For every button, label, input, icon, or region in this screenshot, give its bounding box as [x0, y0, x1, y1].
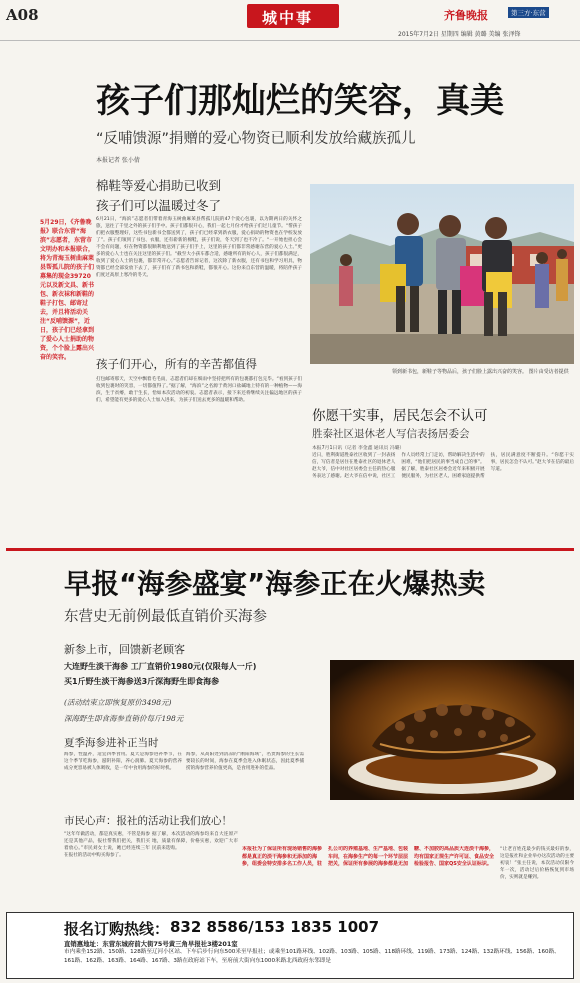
story1-byline: 本报记者 张小倩 [96, 157, 140, 164]
header-divider [0, 40, 580, 41]
sea-cucumber-dish-illustration [330, 660, 574, 800]
bus-directions: 市内乘坐152路、150路、128路至辽河小区站、下车后步行向东500米至早报社；或乘坐101路环线、102路、103路、105路、118路环线、119路、173路、124路、132路环线、156路、160路、161路、162路、163路、164路、167路、3路在政府站下车，至府前大街向东1000米路北西政府东邻即是 [64, 949, 560, 964]
offer-line-2: 买1斤野生淡干海参送3斤深海野生即食海参 [64, 677, 220, 686]
story1-body-2: 打包邮寄那天，天空中飘着毛毛雨，志愿者们却在细雨中坚持把所有的包裹都打包完毕。“看到孩子们收到包裹时的笑容，一切都值得了。”据了解，“海滨”之名源于黄河口盐碱地上特有的一种植物——海滨，生于贫瘠，敢于生长，恰如本次活动的初衷。志愿者表示，接下来还将继续关注偏远地区的孩子们，希望能有更多的爱心人士加入进来，为孩子们送去更多的温暖和帮助。 [96, 377, 302, 403]
story3-body-e: “让老百姓花最少的钱买最好的参，这是报社和企业举办这次活动的主要初衷！”张主任说，本次活动仅限今年一次，活动过后价格恢复到市场价，实则就是赚到。 [500, 847, 574, 880]
story3-section-1: 新参上市，回馈新老顾客 [64, 643, 185, 656]
offer-line-3: (活动结束立即恢复原价3498元) [64, 698, 172, 707]
sales-address: 直销惠地址：东营东城府前大街75号黄三角早报社3楼201室 [64, 940, 238, 948]
story3-body-c: “这年年做活动，都是真实惠，不管是海参还是其他产品，报社帮我们把关，我们买着放心。”市民刘女士说，她已经连续三年在报社的活动中购买海参了。 [64, 832, 150, 858]
sea-cucumber-photo [330, 660, 574, 800]
story2-byline: 本报7月1日讯（记者 李金鑫 通讯员 冯璐） [312, 446, 405, 451]
story1-subtitle-2: 孩子们可以温暖过冬了 [96, 198, 222, 213]
story3-body-b: 海参，从高阳处到清凉的“刚阳海域”，名贵海参的生长需要较长的时间，海参在夏季会进入休眠状态，因此夏季捕捞的海参营养价值更高，是食用进补的佳品。 [186, 752, 304, 771]
story1-headline: 孩子们那灿烂的笑容，真美 [96, 81, 504, 121]
story2-headline: 你愿干实事，居民怎会不认可 [312, 408, 488, 424]
photo-caption: 领到新书包，新鞋子等物品后，孩子们脸上露出兴奋的笑容。 图片由受访者提供 [392, 369, 569, 375]
section-title: 城中事 [262, 9, 314, 27]
children-photo-illustration [310, 184, 574, 364]
story3-body-a: 海参，性温补，适宜四季食用。夏天是海参进补季节，在这个季节吃海参，滋阴补阳，养心润肺。夏天海参的营养成分更容易被人体吸收，是一年中食用海参的好时机。 [64, 752, 182, 771]
page-header [0, 0, 580, 46]
story1-lead: 5月29日，《齐鲁晚报》联合东营“海滨”志愿者，东营市文明办和本报联合，将为青海玉树曲麻莱县帮孤儿院的孩子们募集的现金39720元以及新文具、新书包、新衣袜和新鞋的鞋子打包、邮寄过去，并且将活动关注“反哺馈源”，近日，孩子们已经拿到了爱心人士捐助的物资，个个脸上露出兴奋的笑容。 [40, 219, 95, 361]
section-divider [6, 548, 574, 551]
offer-line-1: 大连野生淡干海参 工厂直销价1980元(仅限每人一斤) [64, 662, 257, 671]
story3-subhead: 东营史无前例最低直销价买海参 [64, 609, 267, 625]
story1-photo [310, 184, 574, 364]
story2-body: 近日，胜利街道胜泰社区收到了一封表扬信，写信者是居住在胜泰社区的退休老人赵大爷，信中对社区居委会主任的热心服务表达了感谢。赵大爷在信中说，社区工作人员经常上门走访，帮助解决生活中的困难，“他们把居民的事当成自己的事”。据了解，胜泰社区居委会近年来积极开展便民服务，为社区老人、困难家庭提供帮扶，居民满意度不断提升。“你愿干实事，居民怎会不认可。”赵大爷在信的最后写道。 [312, 453, 574, 479]
story3-body-d: 据了解，本次活动的海参均来自大连原产地，质量有保障，价格实惠，欢迎广大市民前来选购。 [152, 832, 238, 851]
story3-headline: 早报“海参盛宴”海参正在火爆热卖 [64, 568, 486, 600]
story2-subhead: 胜泰社区退休老人写信表扬居委会 [312, 428, 470, 440]
story3-promise: 本报社为了保证所有现场销售的海参都是真正的淡干海参和无添加的海参，组委会特安排多名工作人员，驻扎公司的养殖基地、生产基地、包装车间，在海参生产的每一个环节层层把关，保证所有参展的海参都是无加糖、不加胶的高品质大连淡干海参，均有国家正规生产许可证、食品安全检验报告、国家QS安全认证标识。 [242, 846, 495, 868]
story1-subtitle-3: 孩子们开心，所有的辛苦都值得 [96, 357, 257, 371]
story1-subtitle-1: 棉鞋等爱心捐助已收到 [96, 178, 222, 193]
story3-section-2: 夏季海参进补正当时 [64, 737, 159, 749]
newspaper-logo: 齐鲁晚报 [444, 9, 488, 22]
page-number: A08 [6, 6, 39, 24]
hotline-numbers[interactable]: 832 8586/153 1835 1007 [170, 918, 380, 936]
story3-section-3: 市民心声：报社的活动让我们放心！ [64, 815, 232, 827]
sub-brand-badge: 第三方·东营 [508, 7, 549, 18]
story1-body-1: 6月21日，“海滨”志愿者们带着青海玉树曲麻莱县帮孤儿院的47个爱心包裹，以为期两日的关怀之旅，送往了千里之外的孩子们手中。孩子们都很开心，我们一起七月份才给孩子们过儿童节。“帮孩子们把衣服整理好，这些书包新书全都送到了，孩子们已经拿到新衣服，爱心捐助的物资也在学校发放了”。孩子们领到了书包、衣服，还有崭新的棉鞋，孩子们说，冬天到了也不冷了。“一开始也担心会不会有问题，好在物资都很顺利地送到了孩子们手上，这里的孩子们都非常感谢东营的爱心人士。”更多的爱心人士也在关注这里的孩子们。“截至大小孩车都合适，感谢所有的好心人，孩子们都很满足，收到了爱心人士的包裹，都非常开心。”志愿者告诉记者，这次除了新衣服，还有书包和学习用具，物资都已经全部发放下去了，孩子们有了新书包和新鞋，都很开心。这份来自东营的温暖，将陪伴孩子们度过高原上寒冷的冬天。 [96, 217, 302, 278]
offer-line-4: 深海野生即食海参直销价每斤198元 [64, 714, 184, 723]
date-line: 2015年7月2日 星期四 编辑 黄璐 美编 张泽锋 [398, 31, 521, 38]
story1-subhead: “反哺馈源”捐赠的爱心物资已顺利发放给藏族孤儿 [96, 131, 416, 147]
hotline-label: 报名订购热线： [64, 920, 170, 938]
